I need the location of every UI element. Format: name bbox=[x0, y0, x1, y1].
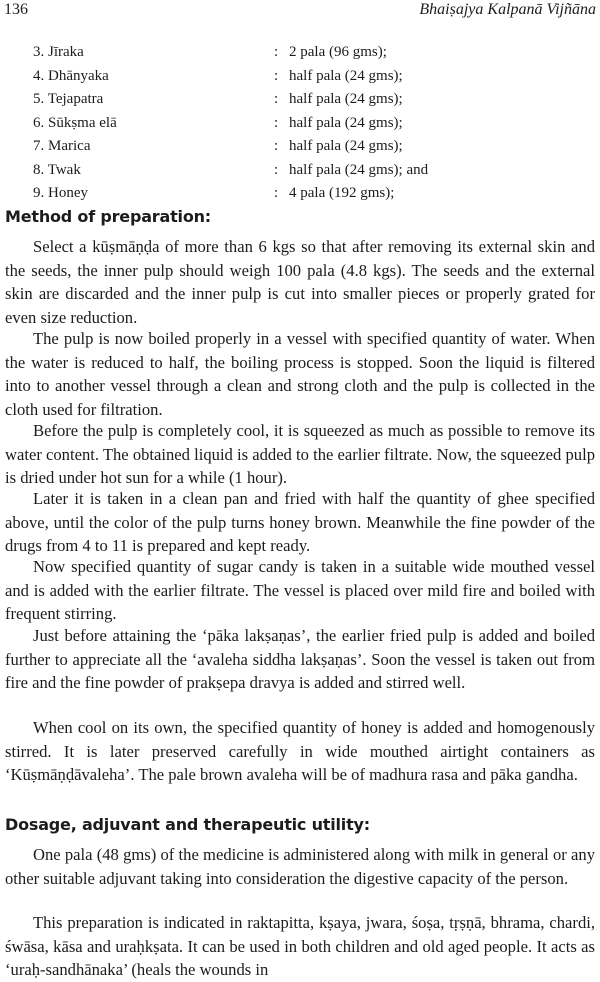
ingredient-quantity: 2 pala (96 gms); bbox=[289, 44, 387, 60]
ingredient-quantity: half pala (24 gms); bbox=[289, 114, 403, 131]
ingredient-name: 3. Jīraka bbox=[33, 44, 84, 60]
method-paragraph: Just before attaining the ‘pāka lakṣaṇas’, the earlier fried pulp is added and boiled further to appreciate all the ‘avaleha siddha lakṣaṇas’. Soon the vessel is taken out from fire and the fine powder of prakṣepa dravya is added and stirred well. bbox=[5, 626, 595, 693]
ingredient-quantity: half pala (24 gms); and bbox=[289, 161, 429, 178]
method-paragraph: The pulp is now boiled properly in a vessel with specified quantity of water. When the water is reduced to half, the boiling process is stopped. Soon the liquid is filtered into to another vessel through a clean and strong cloth and the pulp is collected in the cloth used for filtration. bbox=[5, 329, 595, 419]
ingredient-quantity: half pala (24 gms); bbox=[289, 138, 403, 154]
dosage-paragraph: This preparation is indicated in raktapitta, kṣaya, jwara, śoṣa, tṛṣṇā, bhrama, chardi, śwāsa, kāsa and uraḥkṣata. It can be used in both children and old aged people. It acts as ‘uraḥ-sandhānaka’ (heals the wounds in bbox=[5, 913, 595, 980]
ingredient-separator: : bbox=[274, 138, 279, 154]
method-paragraph: Later it is taken in a clean pan and fried with half the quantity of ghee specified above, until the color of the pulp turns honey brown. Meanwhile the fine powder of the drugs from 4 to 11 is prepared and kept ready. bbox=[5, 489, 595, 556]
ingredient-name: 9. Honey bbox=[33, 185, 88, 201]
dosage-heading: Dosage, adjuvant and therapeutic utility: bbox=[5, 815, 370, 834]
running-title: Bhaiṣajya Kalpanā Vijñāna bbox=[419, 1, 596, 18]
ingredient-list bbox=[33, 41, 553, 206]
ingredient-quantity: half pala (24 gms); bbox=[289, 67, 403, 84]
list-item bbox=[33, 112, 553, 136]
list-item bbox=[33, 65, 553, 89]
ingredient-separator: : bbox=[274, 44, 279, 60]
list-item bbox=[33, 159, 553, 183]
ingredient-name: 7. Marica bbox=[33, 138, 91, 154]
method-heading: Method of preparation: bbox=[5, 207, 211, 226]
ingredient-name: 4. Dhānyaka bbox=[33, 67, 109, 84]
method-paragraph: When cool on its own, the specified quantity of honey is added and homogenously stirred. It is later preserved carefully in wide mouthed airtight containers as ‘Kūṣmāṇḍāvaleha’. The pale brown avaleha will be of madhura rasa and pāka gandha. bbox=[5, 718, 595, 785]
ingredient-name: 5. Tejapatra bbox=[33, 91, 104, 107]
list-item bbox=[33, 41, 553, 65]
dosage-paragraph: One pala (48 gms) of the medicine is administered along with milk in general or any other suitable adjuvant taking into consideration the digestive capacity of the person. bbox=[5, 845, 595, 888]
method-paragraph: Before the pulp is completely cool, it is squeezed as much as possible to remove its water content. The obtained liquid is added to the earlier filtrate. Now, the squeezed pulp is dried under hot sun for a while (1 hour). bbox=[5, 421, 595, 488]
list-item bbox=[33, 135, 553, 159]
ingredient-separator: : bbox=[274, 161, 279, 178]
ingredient-quantity: half pala (24 gms); bbox=[289, 91, 403, 107]
ingredient-name: 6. Sūkṣma elā bbox=[33, 114, 117, 131]
ingredient-separator: : bbox=[274, 114, 279, 131]
page-header bbox=[0, 0, 600, 22]
list-item bbox=[33, 88, 553, 112]
method-paragraph: Select a kūṣmāṇḍa of more than 6 kgs so that after removing its external skin and the seeds, the inner pulp should weigh 100 pala (4.8 kgs). The seeds and the external skin are discarded and the inner pulp is cut into smaller pieces or properly grated for even size reduction. bbox=[5, 237, 595, 327]
list-item bbox=[33, 182, 553, 206]
method-paragraph: Now specified quantity of sugar candy is taken in a suitable wide mouthed vessel and is added with the earlier filtrate. The vessel is placed over mild fire and boiled with frequent stirring. bbox=[5, 557, 595, 624]
ingredient-name: 8. Twak bbox=[33, 161, 81, 178]
page-number: 136 bbox=[4, 1, 28, 18]
ingredient-separator: : bbox=[274, 67, 279, 84]
ingredient-separator: : bbox=[274, 185, 279, 201]
ingredient-separator: : bbox=[274, 91, 279, 107]
ingredient-quantity: 4 pala (192 gms); bbox=[289, 185, 395, 201]
